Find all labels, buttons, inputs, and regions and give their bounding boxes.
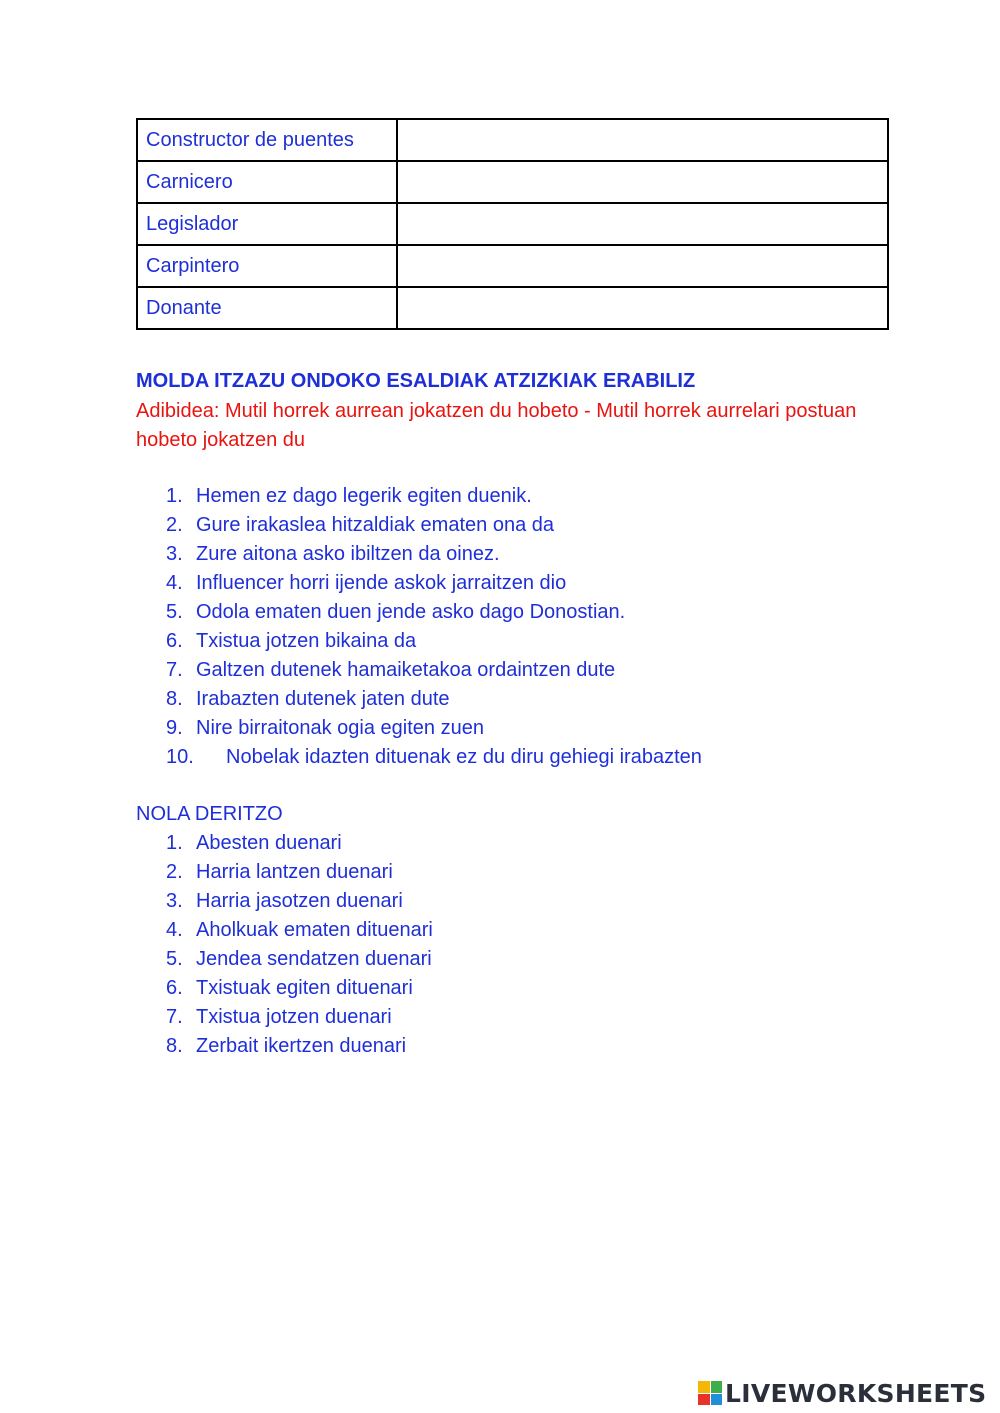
item-text: Zerbait ikertzen duenari (196, 1035, 407, 1057)
item-text: Nire birraitonak ogia egiten zuen (196, 717, 484, 739)
list-item (166, 858, 433, 887)
answer-cell (397, 161, 888, 203)
item-text: Zure aitona asko ibiltzen da oinez. (196, 543, 500, 565)
list-item (166, 887, 433, 916)
item-text: Txistua jotzen bikaina da (196, 630, 417, 652)
logo-square-green-icon (711, 1381, 723, 1393)
list-item (166, 598, 702, 627)
answer-cell (397, 287, 888, 329)
table-row (137, 119, 888, 161)
item-text: Galtzen dutenek hamaiketakoa ordaintzen dute (196, 659, 616, 681)
item-number: 7. (166, 659, 183, 681)
example-sentence: Adibidea: Mutil horrek aurrean jokatzen du hobeto - Mutil horrek aurrelari postuan hobeto jokatzen du (136, 400, 857, 451)
liveworksheets-logo[interactable] (698, 1378, 986, 1408)
item-number: 1. (166, 485, 183, 507)
list-item (166, 656, 702, 685)
item-text: Txistuak egiten dituenari (196, 977, 413, 999)
item-text: Harria jasotzen duenari (196, 890, 403, 912)
item-number: 6. (166, 977, 183, 999)
item-number: 3. (166, 890, 183, 912)
table-row (137, 287, 888, 329)
list-item (166, 627, 702, 656)
answer-cell (397, 119, 888, 161)
item-number: 7. (166, 1006, 183, 1028)
answer-cell (397, 245, 888, 287)
term-cell: Carnicero (137, 161, 397, 203)
vocabulary-table (136, 118, 889, 330)
item-number: 6. (166, 630, 183, 652)
item-text: Jendea sendatzen duenari (196, 948, 432, 970)
section-heading: NOLA DERITZO (136, 803, 283, 825)
table-row (137, 161, 888, 203)
list-item (166, 714, 702, 743)
item-text: Harria lantzen duenari (196, 861, 393, 883)
answer-input[interactable] (398, 204, 887, 244)
item-text: Influencer horri ijende askok jarraitzen dio (196, 572, 567, 594)
answer-input[interactable] (398, 288, 887, 328)
brand-name: LIVEWORKSHEETS (725, 1378, 987, 1408)
term-cell: Legislador (137, 203, 397, 245)
item-text: Irabazten dutenek jaten dute (196, 688, 450, 710)
item-text: Odola ematen duen jende asko dago Donostian. (196, 601, 626, 623)
table-row (137, 245, 888, 287)
item-text: Abesten duenari (196, 832, 342, 854)
item-number: 4. (166, 572, 183, 594)
exercise-heading: MOLDA ITZAZU ONDOKO ESALDIAK ATZIZKIAK ERABILIZ (136, 370, 696, 392)
item-number: 3. (166, 543, 183, 565)
list-item (166, 916, 433, 945)
term-cell: Carpintero (137, 245, 397, 287)
list-item (166, 1003, 433, 1032)
logo-square-red-icon (698, 1394, 710, 1406)
answer-input[interactable] (398, 120, 887, 160)
term-cell: Constructor de puentes (137, 119, 397, 161)
list-item (166, 1032, 433, 1061)
item-text: Gure irakaslea hitzaldiak ematen ona da (196, 514, 554, 536)
list-item (166, 974, 433, 1003)
item-number: 5. (166, 948, 183, 970)
list-item (166, 829, 433, 858)
item-text: Txistua jotzen duenari (196, 1006, 392, 1028)
item-number: 8. (166, 688, 183, 710)
logo-square-yellow-icon (698, 1381, 710, 1393)
item-number: 1. (166, 832, 183, 854)
list-item (166, 540, 702, 569)
answer-input[interactable] (398, 162, 887, 202)
item-number: 2. (166, 861, 183, 883)
list-item (166, 511, 702, 540)
list-item (166, 482, 702, 511)
logo-square-blue-icon (711, 1394, 723, 1406)
item-text: Nobelak idazten dituenak ez du diru gehiegi irabazten (226, 746, 702, 768)
item-number: 8. (166, 1035, 183, 1057)
list-item (166, 743, 702, 772)
list-item (166, 685, 702, 714)
naming-list (166, 829, 433, 1061)
answer-cell (397, 203, 888, 245)
item-number: 5. (166, 601, 183, 623)
item-number: 4. (166, 919, 183, 941)
exercise-list (166, 482, 702, 772)
list-item (166, 569, 702, 598)
item-number: 9. (166, 717, 183, 739)
list-item (166, 945, 433, 974)
table-row (137, 203, 888, 245)
item-number: 10. (166, 746, 194, 768)
item-text: Hemen ez dago legerik egiten duenik. (196, 485, 532, 507)
logo-grid-icon (698, 1381, 722, 1405)
answer-input[interactable] (398, 246, 887, 286)
term-cell: Donante (137, 287, 397, 329)
item-text: Aholkuak ematen dituenari (196, 919, 433, 941)
item-number: 2. (166, 514, 183, 536)
